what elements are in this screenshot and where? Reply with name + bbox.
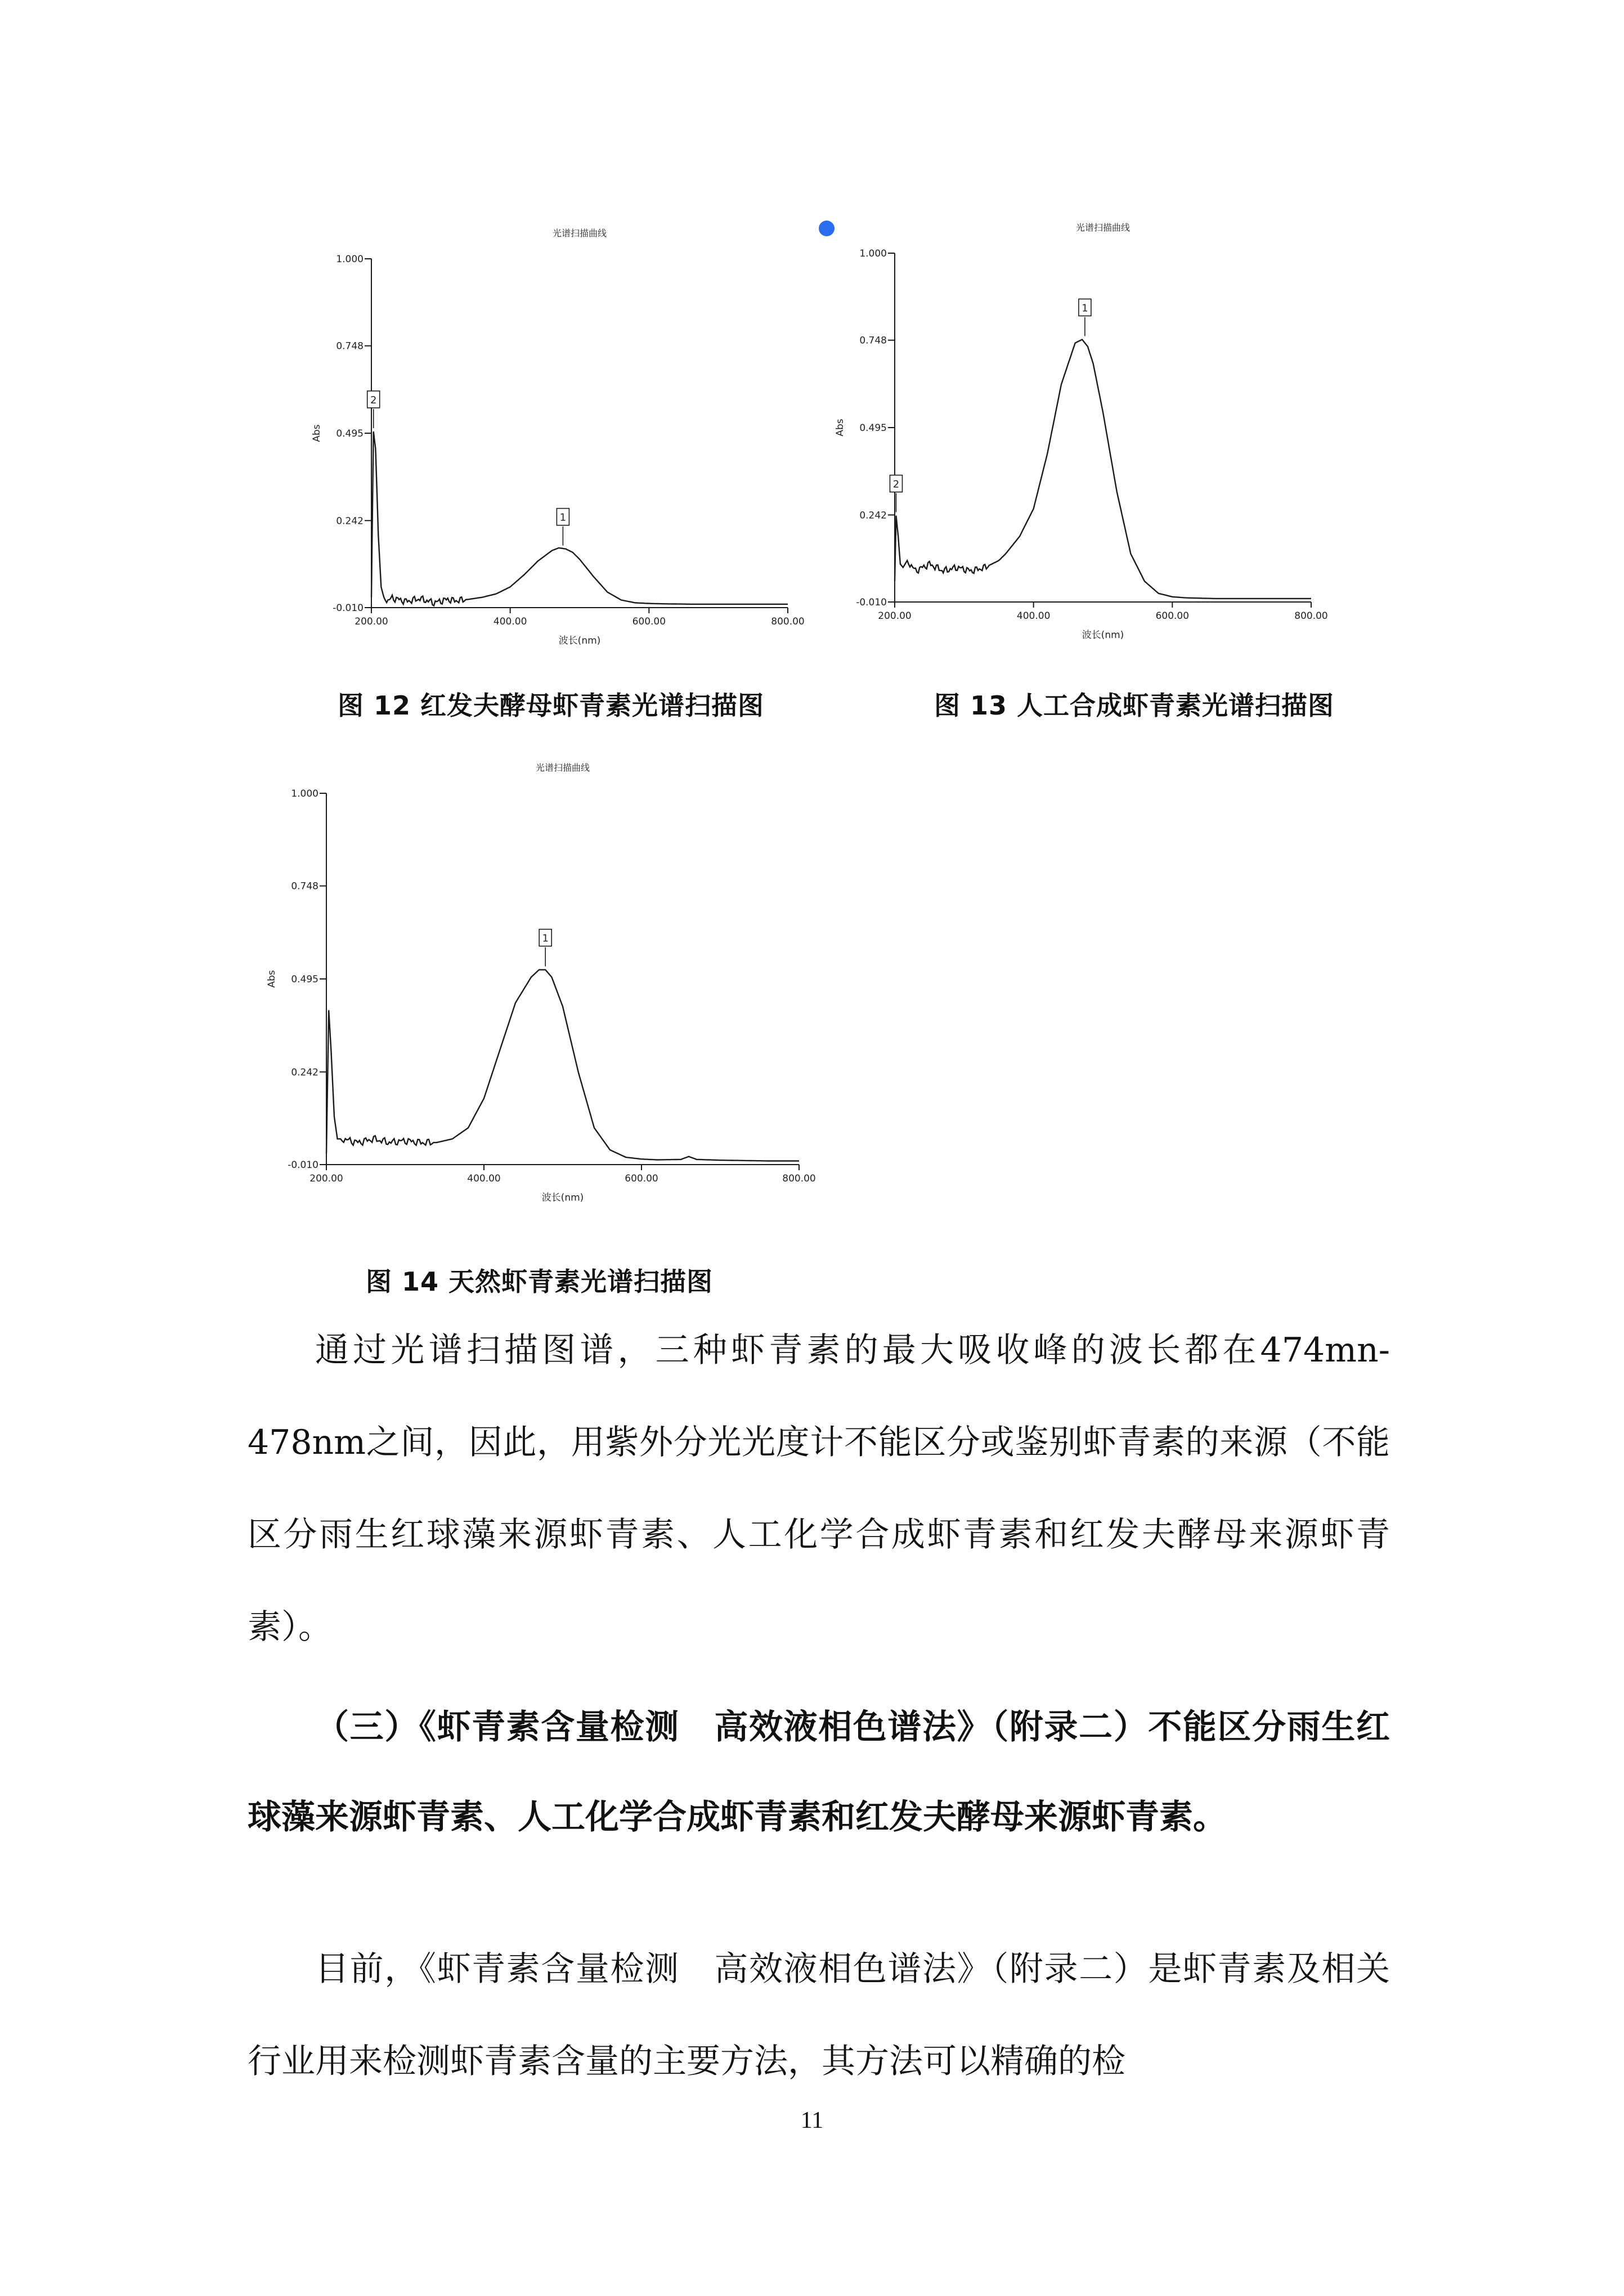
x-tick-label: 600.00: [625, 1173, 658, 1184]
x-tick-label: 800.00: [771, 616, 805, 627]
spectrum-line: [371, 432, 788, 606]
chart-title: 光谱扫描曲线: [535, 762, 590, 773]
chart-title: 光谱扫描曲线: [552, 228, 607, 239]
y-tick-label: 0.242: [291, 1067, 318, 1079]
chart-fig14: [266, 760, 833, 1226]
x-tick-label: 200.00: [878, 610, 912, 622]
peak-marker-label: 1: [559, 511, 567, 524]
x-tick-label: 400.00: [1016, 610, 1051, 622]
peak-marker-label: 1: [1082, 302, 1088, 314]
caption-fig12: 图 12 红发夫酵母虾青素光谱扫描图: [338, 690, 765, 721]
chart-fig13: [835, 219, 1345, 664]
paragraph-hplc-method: 目前，《虾青素含量检测 高效液相色谱法》（附录二）是虾青素及相关行业用来检测虾青素含量的主要方法，其方法可以精确的检: [248, 1949, 1390, 2081]
x-axis-label: 波长(nm): [1082, 630, 1124, 641]
x-tick-label: 200.00: [355, 616, 388, 627]
y-axis-label: Abs: [311, 424, 322, 442]
x-tick-label: 200.00: [309, 1173, 343, 1184]
y-tick-label: 1.000: [336, 254, 364, 265]
x-tick-label: 800.00: [782, 1173, 816, 1184]
y-tick-label: -0.010: [333, 603, 364, 614]
caption-fig13: 图 13 人工合成虾青素光谱扫描图: [934, 690, 1335, 721]
y-tick-label: 1.000: [859, 248, 887, 259]
blue-marker-icon: [819, 221, 835, 236]
spectrum-line: [326, 970, 799, 1161]
chart-fig12: [311, 225, 822, 670]
y-tick-label: 0.242: [859, 510, 887, 522]
y-tick-label: 0.495: [859, 423, 887, 434]
y-tick-label: 0.748: [859, 335, 887, 347]
y-axis-label: Abs: [266, 970, 277, 988]
y-tick-label: 0.495: [291, 974, 318, 985]
x-tick-label: 800.00: [1294, 610, 1328, 622]
peak-marker-label: 2: [370, 394, 377, 406]
y-tick-label: 0.748: [336, 340, 364, 352]
y-axis-label: Abs: [835, 419, 846, 437]
y-tick-label: -0.010: [856, 597, 887, 608]
y-tick-label: 0.242: [336, 515, 364, 527]
x-tick-label: 600.00: [1155, 610, 1190, 622]
peak-marker-label: 1: [542, 932, 549, 945]
y-tick-label: 1.000: [291, 788, 318, 799]
peak-marker-label: 2: [892, 478, 900, 491]
spectrum-line: [892, 340, 1311, 599]
x-axis-label: 波长(nm): [558, 635, 601, 646]
page-number: 11: [800, 2108, 824, 2133]
y-tick-label: 0.748: [291, 880, 318, 892]
x-tick-label: 400.00: [493, 616, 527, 627]
section-heading-hplc: （三）《虾青素含量检测 高效液相色谱法》（附录二）不能区分雨生红球藻来源虾青素、人工化学合成虾青素和红发夫酵母来源虾青素。: [248, 1708, 1390, 1837]
caption-fig14: 图 14 天然虾青素光谱扫描图: [366, 1266, 714, 1297]
x-tick-label: 400.00: [467, 1173, 501, 1184]
paragraph-spectral-result: 通过光谱扫描图谱，三种虾青素的最大吸收峰的波长都在474mn-478nm之间，因此，用紫外分光光度计不能区分或鉴别虾青素的来源（不能区分雨生红球藻来源虾青素、人工化学合成虾青素和红发夫酵母来源虾青素）。: [248, 1331, 1390, 1647]
y-tick-label: -0.010: [288, 1160, 318, 1171]
y-tick-label: 0.495: [336, 428, 364, 439]
x-axis-label: 波长(nm): [541, 1192, 584, 1203]
chart-title: 光谱扫描曲线: [1075, 222, 1130, 233]
x-tick-label: 600.00: [632, 616, 666, 627]
